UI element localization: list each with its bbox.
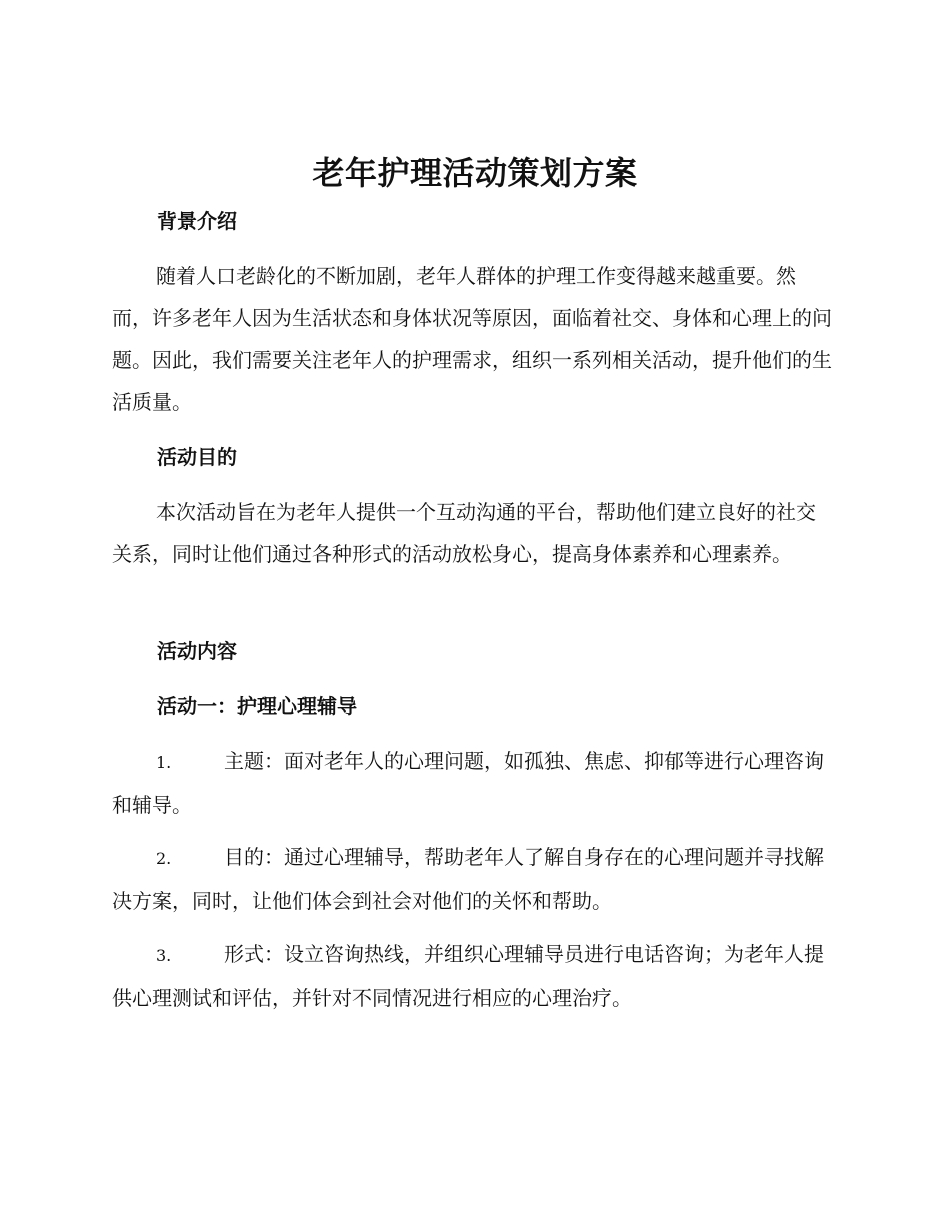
list-item-text: 形式：设立咨询热线，并组织心理辅导员进行电话咨询；为老年人提供心理测试和评估，并针对不同情况进行相应的心理治疗。	[112, 942, 824, 1010]
list-item-number: 2.	[156, 849, 172, 868]
list-item-text: 主题：面对老年人的心理问题，如孤独、焦虑、抑郁等进行心理咨询和辅导。	[112, 749, 824, 817]
document-title: 老年护理活动策划方案	[312, 154, 638, 192]
list-item-text: 目的：通过心理辅导，帮助老年人了解自身存在的心理问题并寻找解决方案，同时，让他们体会到社会对他们的关怀和帮助。	[112, 845, 824, 913]
paragraph-purpose: 本次活动旨在为老年人提供一个互动沟通的平台，帮助他们建立良好的社交关系，同时让他们通过各种形式的活动放松身心，提高身体素养和心理素养。	[112, 500, 816, 566]
section-heading-background: 背景介绍	[157, 209, 237, 233]
section-heading-content: 活动内容	[157, 639, 237, 663]
list-item	[112, 933, 834, 1019]
list-item	[112, 836, 834, 922]
paragraph-background: 随着人口老龄化的不断加剧，老年人群体的护理工作变得越来越重要。然而，许多老年人因为生活状态和身体状况等原因，面临着社交、身体和心理上的问题。因此，我们需要关注老年人的护理需求，组织一系列相关活动，提升他们的生活质量。	[112, 264, 832, 414]
section-heading-activity-one: 活动一：护理心理辅导	[157, 694, 357, 718]
section-heading-purpose: 活动目的	[157, 445, 237, 469]
list-item-number: 3.	[156, 946, 172, 965]
list-item-number: 1.	[156, 753, 172, 772]
list-item	[112, 740, 834, 826]
